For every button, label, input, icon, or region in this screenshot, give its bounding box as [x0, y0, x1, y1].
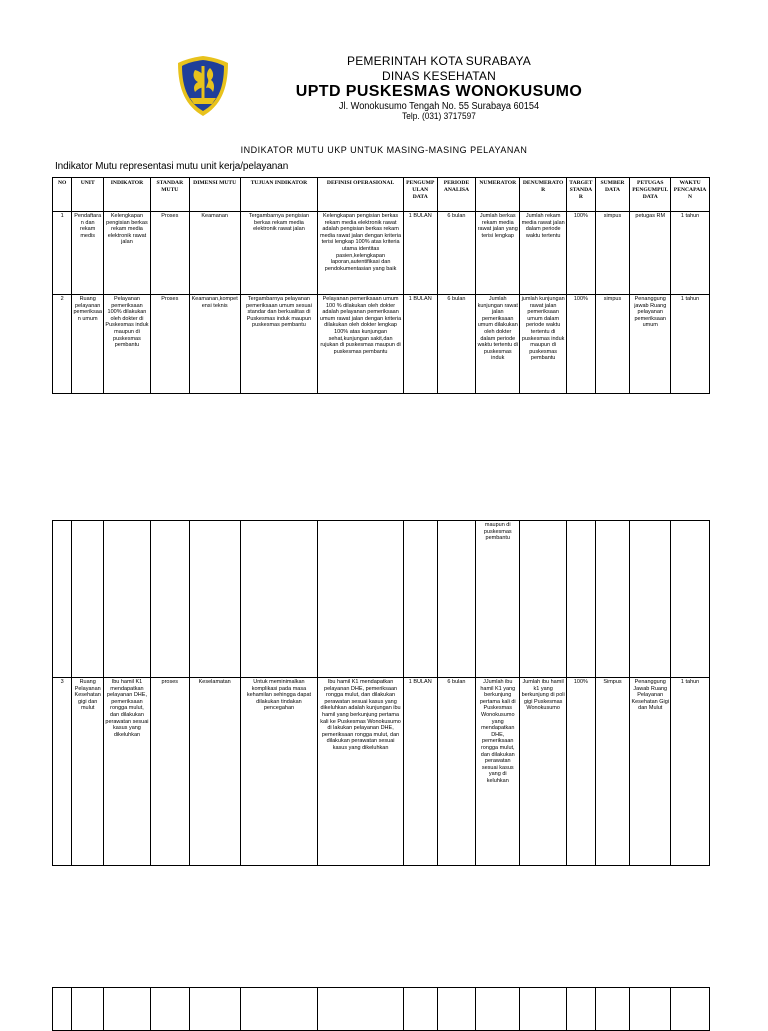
cell-waktu: 1 tahun: [671, 212, 710, 295]
cell-sumber: simpus: [595, 212, 630, 295]
cell-dimensi: Keamanan,kompetensi teknis: [189, 295, 240, 394]
column-header: TUJUAN INDIKATOR: [240, 178, 318, 212]
cell-numerator: JJumlah ibu hamil K1 yang berkunjung pertama kali di Puskesmas Wonokusumo yang mendapatkan DHE, pemeriksaan rongga mulut, dan dilakukan perawatan sesuai kasus yang di keluhkan: [476, 678, 520, 866]
cell-definisi: Ibu hamil K1 mendapatkan pelayanan DHE, pemeriksaan rongga mulut, dan dilakukan perawatan sesuai kasus yang dikeluhkan adalah kunjungan ibu hamil yang berkunjung pertama kali ke Puskesmas Wonokusumo di lakukan pelayanan DHE, pemeriksaan rongga mulut, dan dilakukan perawatan sesuai kasus yang dikeluhkan: [318, 678, 404, 866]
column-header: STANDAR MUTU: [150, 178, 189, 212]
table-row-empty: [53, 988, 710, 1031]
institution-address: Jl. Wonokusumo Tengah No. 55 Surabaya 60154: [338, 101, 540, 112]
table-row: [53, 295, 710, 394]
cell-sumber: simpus: [595, 295, 630, 394]
cell-pengumpulan: 1 BULAN: [403, 212, 437, 295]
cell-indikator: Kelengkapan pengisian berkas rekam media elektronik rawat jalan: [104, 212, 151, 295]
column-header: UNIT: [72, 178, 104, 212]
column-header: INDIKATOR: [104, 178, 151, 212]
cell-unit: Ruang pelayanan pemeriksaan umum: [72, 295, 104, 394]
cell-target: 100%: [567, 678, 596, 866]
cell-sumber: Simpus: [595, 678, 630, 866]
cell-definisi: Kelengkapan pengisian berkas rekam media elektronik rawat adalah pengisian berkas rekam media rawat jalan dengan kriteria terisi lengkap 100% atas kriteria utama identitas pasien,kelengkapan laporan,autentifikasi dan pendokumentasian yang baik: [318, 212, 404, 295]
cell-dimensi: Keamanan: [189, 212, 240, 295]
cell-pengumpulan: 1 BULAN: [403, 678, 437, 866]
cell-petugas: Penanggung Jawab Ruang Pelayanan Kesehatan Gigi dan Mulut: [630, 678, 671, 866]
cell-standar: proses: [150, 678, 189, 866]
cell-waktu: 1 tahun: [671, 678, 710, 866]
cell-definisi: Pelayanan pemeriksaan umum 100 % dilakukan oleh dokter adalah pelayanan pemeriksaan umum rawat jalan dengan kriteria dilakukan oleh dokter lengkap 100% atas kunjungan sehat,kunjungan sakit,dan rujukan di puskesmas maupun di puskesmas pembantu: [318, 295, 404, 394]
cell-denumerator: Jumlah ibu hamil k1 yang berkunjung di poli gigi Puskesmas Wonokusumo: [520, 678, 567, 866]
cell-target: 100%: [567, 295, 596, 394]
column-header: DENUMERATOR: [520, 178, 567, 212]
cell-tujuan: Tergambarnya pengisian berkas rekam media elektronik rawat jalan: [240, 212, 318, 295]
column-header: DIMENSI MUTU: [189, 178, 240, 212]
cell-tujuan: Untuk meminimalkan komplikasi pada masa kehamilan sehingga dapat dilakukan tindakan pencegahan: [240, 678, 318, 866]
column-header: PERIODE ANALISA: [437, 178, 476, 212]
cell-unit: Ruang Pelayanan Kesehatan gigi dan mulut: [72, 678, 104, 866]
cell-indikator: Pelayanan pemeriksaan 100% dilakukan oleh dokter di Puskesmas induk maupun di puskesmas pembantu: [104, 295, 151, 394]
cell-denumerator: Jumlah rekam media rawat jalan dalam periode waktu tertentu: [520, 212, 567, 295]
cell-indikator: Ibu hamil K1 mendapatkan pelayanan DHE, pemeriksaan rongga mulut, dan dilakukan perawatan sesuai kasus yang dikeluhkan: [104, 678, 151, 866]
institution-name: UPTD PUSKESMAS WONOKUSUMO: [295, 83, 583, 100]
cell-periode: 6 bulan: [437, 678, 476, 866]
cell-petugas: Penanggung jawab Ruang pelayanan pemeriksaan umum: [630, 295, 671, 394]
column-header: WAKTU PENCAPAIAN: [671, 178, 710, 212]
cell-standar: Proses: [150, 295, 189, 394]
document-title: INDIKATOR MUTU UKP UNTUK MASING-MASING PELAYANAN: [240, 145, 528, 155]
cell-dimensi: Keselamatan: [189, 678, 240, 866]
cell-target: 100%: [567, 212, 596, 295]
table-row: [53, 678, 710, 866]
cell-numerator: Jumlah kunjungan rawat jalan pemeriksaan umum dilakukan oleh dokter dalam periode waktu tertentu di puskesmas induk: [476, 295, 520, 394]
department-name: DINAS KESEHATAN: [382, 69, 496, 83]
cell-denumerator: jumlah kunjungan rawat jalan pemeriksaan umum dalam periode waktu tertentu di puskesmas induk maupun di puskesmas pembantu: [520, 295, 567, 394]
cell-tujuan: Tergambarnya pelayanan pemeriksaan umum sesuai standar dan berkualitas di Puskesmas induk maupun puskesmas pembantu: [240, 295, 318, 394]
cell-no: 1: [53, 212, 72, 295]
cell-no: 2: [53, 295, 72, 394]
table-row: [53, 212, 710, 295]
column-header: PETUGAS PENGUMPUL DATA: [630, 178, 671, 212]
column-header: NO: [53, 178, 72, 212]
column-header: SUMBER DATA: [595, 178, 630, 212]
indicator-table-page-1: [52, 177, 710, 394]
cell-unit: Pendaftaran dan rekam medis: [72, 212, 104, 295]
cell-petugas: petugas RM: [630, 212, 671, 295]
cell-no: 3: [53, 678, 72, 866]
indicator-table-page-3: [52, 987, 710, 1031]
government-name: PEMERINTAH KOTA SURABAYA: [347, 54, 531, 68]
cell-numerator: Jumlah berkas rekam media rawat jalan yang terisi lengkap: [476, 212, 520, 295]
column-header: DEFINISI OPERASIONAL: [318, 178, 404, 212]
cell-pengumpulan: 1 BULAN: [403, 295, 437, 394]
cell-periode: 6 bulan: [437, 295, 476, 394]
column-header: NUMERATOR: [476, 178, 520, 212]
document-subtitle: Indikator Mutu representasi mutu unit kerja/pelayanan: [55, 161, 289, 172]
table-header-row: [53, 178, 710, 212]
cell-standar: Proses: [150, 212, 189, 295]
institution-phone: Telp. (031) 3717597: [402, 111, 476, 121]
indicator-table-page-2: [52, 520, 710, 866]
cell-waktu: 1 tahun: [671, 295, 710, 394]
column-header: PENGUMPULAN DATA: [403, 178, 437, 212]
column-header: TARGET STANDAR: [567, 178, 596, 212]
table-row-continuation: [53, 521, 710, 678]
cell-periode: 6 bulan: [437, 212, 476, 295]
cell-numerator-continued: maupun di puskesmas pembantu: [476, 521, 520, 678]
